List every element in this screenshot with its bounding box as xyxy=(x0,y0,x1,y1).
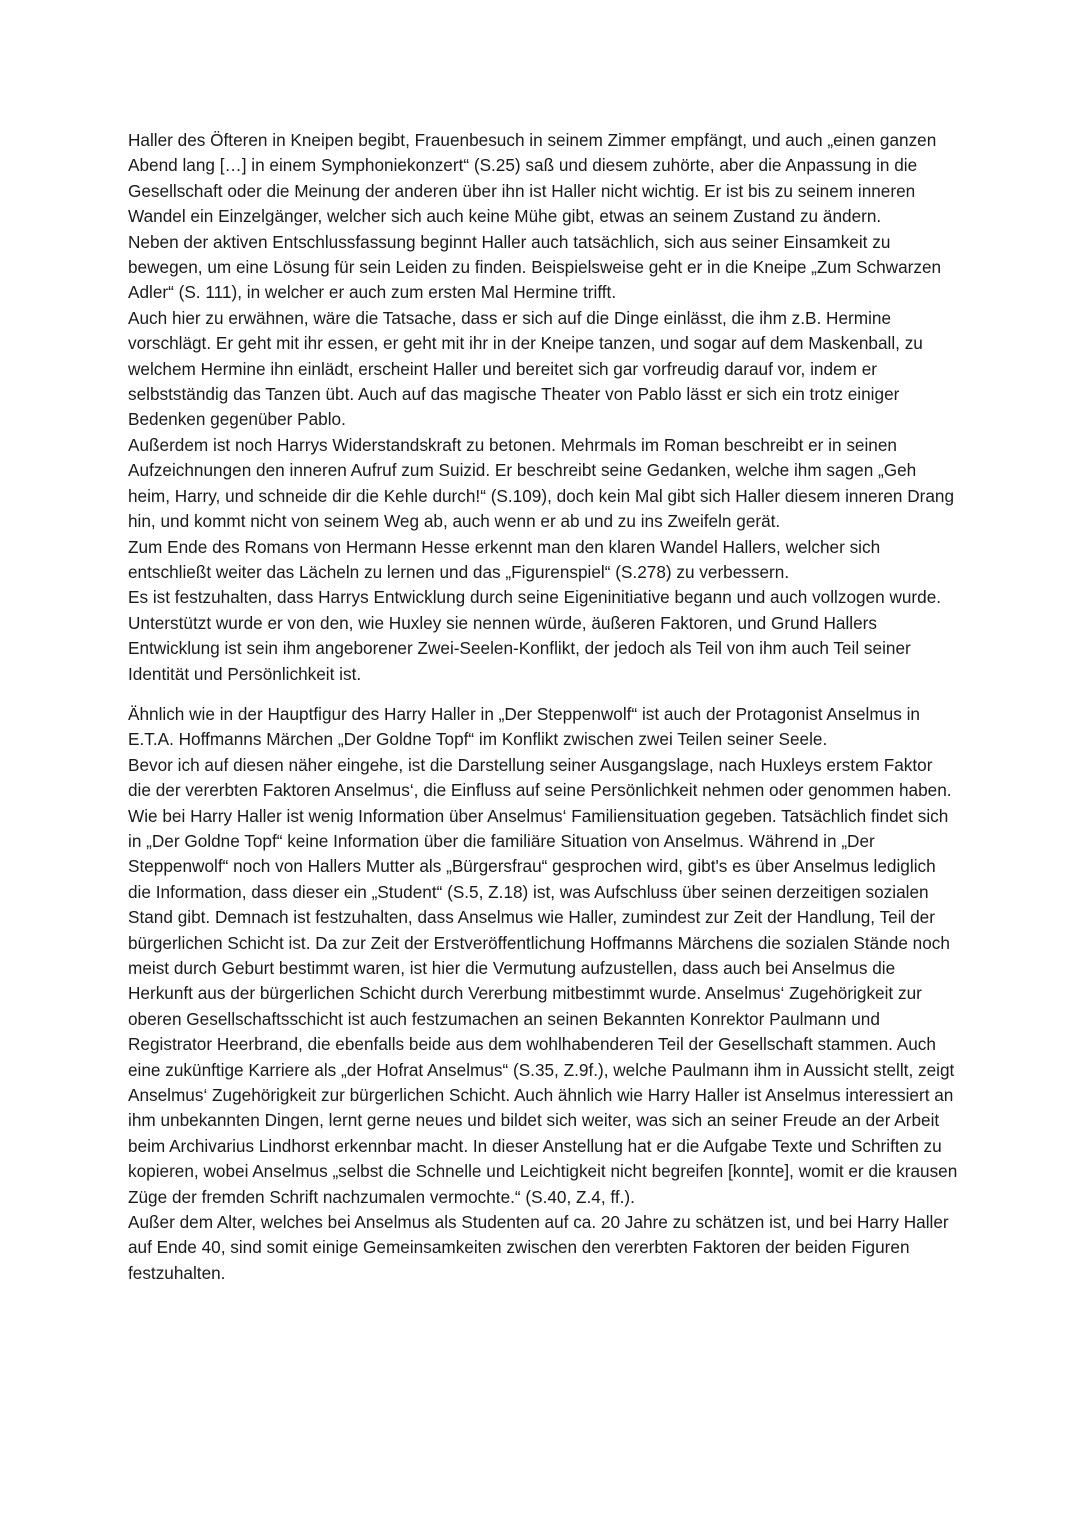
paragraph-ende-roman: Zum Ende des Romans von Hermann Hesse erkennt man den klaren Wandel Hallers, welcher sich entschließt weiter das Lächeln zu lernen und das „Figurenspiel“ (S.278) zu verbessern. xyxy=(128,536,881,582)
paragraph-hermine: Auch hier zu erwähnen, wäre die Tatsache, dass er sich auf die Dinge einlässt, die ihm z.B. Hermine vorschlägt. Er geht mit ihr essen, er geht mit ihr in der Kneipe tanzen, und sogar auf dem Maskenball, zu welchem Hermine ihn einlädt, erscheint Haller und bereitet sich gar vorfreudig darauf vor, indem er selbstständig das Tanzen übt. Auch auf das magische Theater von Pablo lässt er sich ein trotz einiger Bedenken gegenüber Pablo. xyxy=(128,307,923,430)
paragraph-fazit-harry: Es ist festzuhalten, dass Harrys Entwicklung durch seine Eigeninitiative begann und auch vollzogen wurde. Unterstützt wurde er von den, wie Huxley sie nennen würde, äußeren Faktoren, und Grund Hallers Entwicklung ist sein ihm angeborener Zwei-Seelen-Konflikt, der jedoch als Teil von ihm auch Teil seiner Identität und Persönlichkeit ist. xyxy=(128,587,942,684)
paragraph-anselmus-intro: Ähnlich wie in der Hauptfigur des Harry Haller in „Der Steppenwolf“ ist auch der Protagonist Anselmus in E.T.A. Hoffmanns Märchen „Der Goldne Topf“ im Konflikt zwischen zwei Teilen seiner Seele. xyxy=(128,703,920,750)
paragraph-haller-kneipen: Haller des Öfteren in Kneipen begibt, Frauenbesuch in seinem Zimmer empfängt, und auch „einen ganzen Abend lang […] in einem Symphoniekonzert“ (S.25) saß und diesem zuhörte, aber die Anpassung in die Gesellschaft oder die Meinung der anderen über ihn ist Haller nicht wichtig. Er ist bis zu seinem inneren Wandel ein Einzelgänger, welcher sich auch keine Mühe gibt, etwas an seinem Zustand zu ändern. xyxy=(128,130,937,227)
paragraph-widerstandskraft: Außerdem ist noch Harrys Widerstandskraft zu betonen. Mehrmals im Roman beschreibt er in seinen Aufzeichnungen den inneren Aufruf zum Suizid. Er beschreibt seine Gedanken, welche ihm sagen „Geh heim, Harry, und schneide dir die Kehle durch!“ (S.109), doch kein Mal gibt sich Haller diesem inneren Drang hin, und kommt nicht von seinem Weg ab, auch wenn er ab und zu ins Zweifeln gerät. xyxy=(128,434,955,532)
paragraph-ausgangslage: Bevor ich auf diesen näher eingehe, ist die Darstellung seiner Ausgangslage, nach Huxleys erstem Faktor die der vererbten Faktoren Anselmus‘, die Einfluss auf seine Persönlichkeit nehmen oder genommen haben. xyxy=(128,754,952,801)
paragraph-entschlussfassung: Neben der aktiven Entschlussfassung beginnt Haller auch tatsächlich, sich aus seiner Einsamkeit zu bewegen, um eine Lösung für sein Leiden zu finden. Beispielsweise geht er in die Kneipe „Zum Schwarzen Adler“ (S. 111), in welcher er auch zum ersten Mal Hermine trifft. xyxy=(128,231,942,303)
document-page xyxy=(128,128,958,1286)
paragraph-alter: Außer dem Alter, welches bei Anselmus als Studenten auf ca. 20 Jahre zu schätzen ist, und bei Harry Haller auf Ende 40, sind somit einige Gemeinsamkeiten zwischen den vererbten Faktoren der beiden Figuren festzuhalten. xyxy=(128,1212,949,1283)
section-gap xyxy=(128,687,958,702)
paragraph-familiensituation: Wie bei Harry Haller ist wenig Information über Anselmus‘ Familiensituation gegeben. Tatsächlich findet sich in „Der Goldne Topf“ keine Information über die familiäre Situation von Anselmus. Während in „Der Steppenwolf“ noch von Hallers Mutter als „Bürgersfrau“ gesprochen wird, gibt's es über Anselmus lediglich die Information, dass dieser ein „Student“ (S.5, Z.18) ist, was Aufschluss über seinen derzeitigen sozialen Stand gibt. Demnach ist festzuhalten, dass Anselmus wie Haller, zumindest zur Zeit der Handlung, Teil der bürgerlichen Schicht ist. Da zur Zeit der Erstveröffentlichung Hoffmanns Märchens die sozialen Stände noch meist durch Geburt bestimmt waren, ist hier die Vermutung aufzustellen, dass auch bei Anselmus die Herkunft aus der bürgerlichen Schicht durch Vererbung mitbestimmt wurde. Anselmus‘ Zugehörigkeit zur oberen Gesellschaftsschicht ist auch festzumachen an seinen Bekannten Konrektor Paulmann und Registrator Heerbrand, die ebenfalls beide aus dem wohlhabenderen Teil der Gesellschaft stammen. Auch eine zukünftige Karriere als „der Hofrat Anselmus“ (S.35, Z.9f.), welche Paulmann ihm in Aussicht stellt, zeigt Anselmus‘ Zugehörigkeit zur bürgerlichen Schicht. Auch ähnlich wie Harry Haller ist Anselmus interessiert an ihm unbekannten Dingen, lernt gerne neues und bildet sich weiter, was sich an seiner Freude an der Arbeit beim Archivarius Lindhorst erkennbar macht. In dieser Anstellung hat er die Aufgabe Texte und Schriften zu kopieren, wobei Anselmus „selbst die Schnelle und Leichtigkeit nicht begreifen [konnte], womit er die krausen Züge der fremden Schrift nachzumalen vermochte.“ (S.40, Z.4, ff.). xyxy=(128,805,958,1207)
